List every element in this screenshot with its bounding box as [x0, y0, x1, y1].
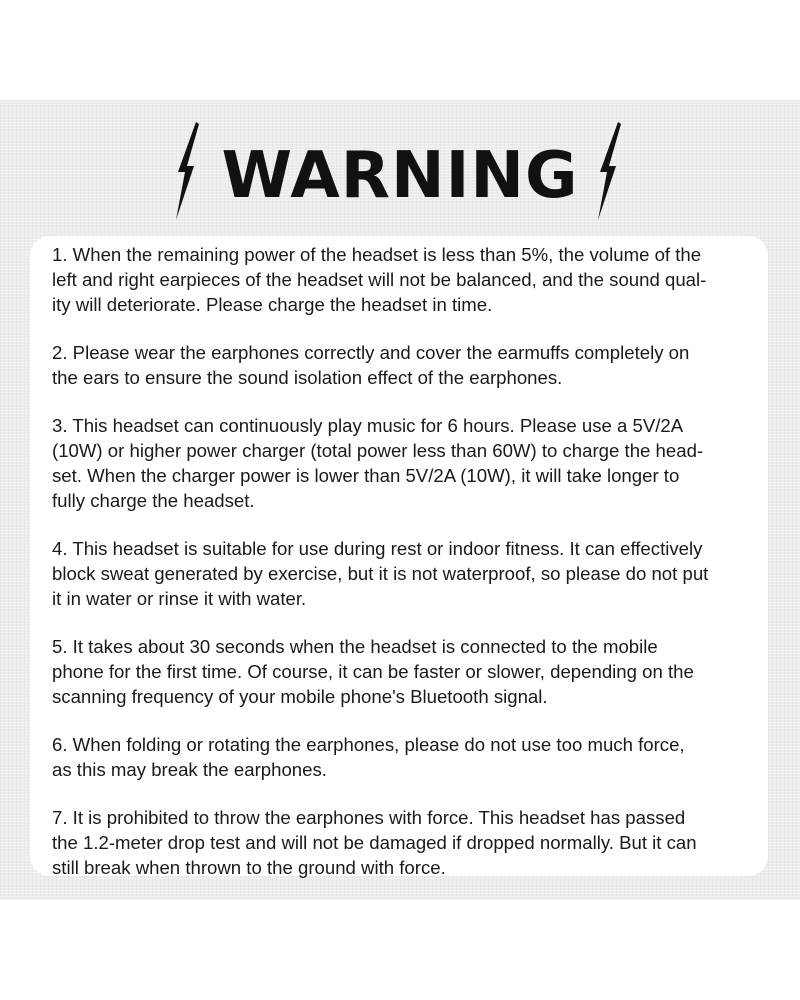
warning-item-line: the ears to ensure the sound isolation effect of the earphones. — [52, 367, 563, 388]
lightning-bolt-icon — [594, 122, 624, 220]
warning-item-line: still break when thrown to the ground with force. — [52, 857, 446, 878]
warning-item-line: left and right earpieces of the headset will not be balanced, and the sound qual- — [52, 269, 707, 290]
warning-item-line: as this may break the earphones. — [52, 759, 327, 780]
warning-item-line: the 1.2-meter drop test and will not be damaged if dropped normally. But it can — [52, 832, 697, 853]
warning-item — [52, 732, 744, 782]
warning-item-line: 3. This headset can continuously play music for 6 hours. Please use a 5V/2A — [52, 415, 684, 436]
warning-item — [52, 413, 744, 513]
warning-item-line: set. When the charger power is lower than 5V/2A (10W), it will take longer to — [52, 465, 680, 486]
warning-item-line: scanning frequency of your mobile phone's Bluetooth signal. — [52, 686, 548, 707]
warning-item-line: 6. When folding or rotating the earphones, please do not use too much force, — [52, 734, 685, 755]
warning-item — [52, 536, 744, 611]
warning-item-line: it in water or rinse it with water. — [52, 588, 307, 609]
warning-item-line: fully charge the headset. — [52, 490, 255, 511]
warning-item-line: 4. This headset is suitable for use during rest or indoor fitness. It can effectively — [52, 538, 703, 559]
warning-item-line: 1. When the remaining power of the headset is less than 5%, the volume of the — [52, 244, 702, 265]
warning-card — [30, 236, 768, 876]
warning-item — [52, 340, 744, 390]
warning-item-line: 5. It takes about 30 seconds when the headset is connected to the mobile — [52, 636, 658, 657]
warning-title: WARNING — [221, 139, 579, 213]
warning-item-line: (10W) or higher power charger (total power less than 60W) to charge the head- — [52, 440, 704, 461]
warning-item — [52, 634, 744, 709]
warning-item — [52, 242, 744, 317]
warning-item-line: 7. It is prohibited to throw the earphones with force. This headset has passed — [52, 807, 686, 828]
warning-item-line: 2. Please wear the earphones correctly and cover the earmuffs completely on — [52, 342, 690, 363]
warning-item-line: phone for the first time. Of course, it can be faster or slower, depending on the — [52, 661, 694, 682]
warning-item-line: ity will deteriorate. Please charge the headset in time. — [52, 294, 493, 315]
warning-item-line: block sweat generated by exercise, but it is not waterproof, so please do not put — [52, 563, 709, 584]
warning-item — [52, 805, 744, 880]
warning-header — [0, 118, 800, 222]
